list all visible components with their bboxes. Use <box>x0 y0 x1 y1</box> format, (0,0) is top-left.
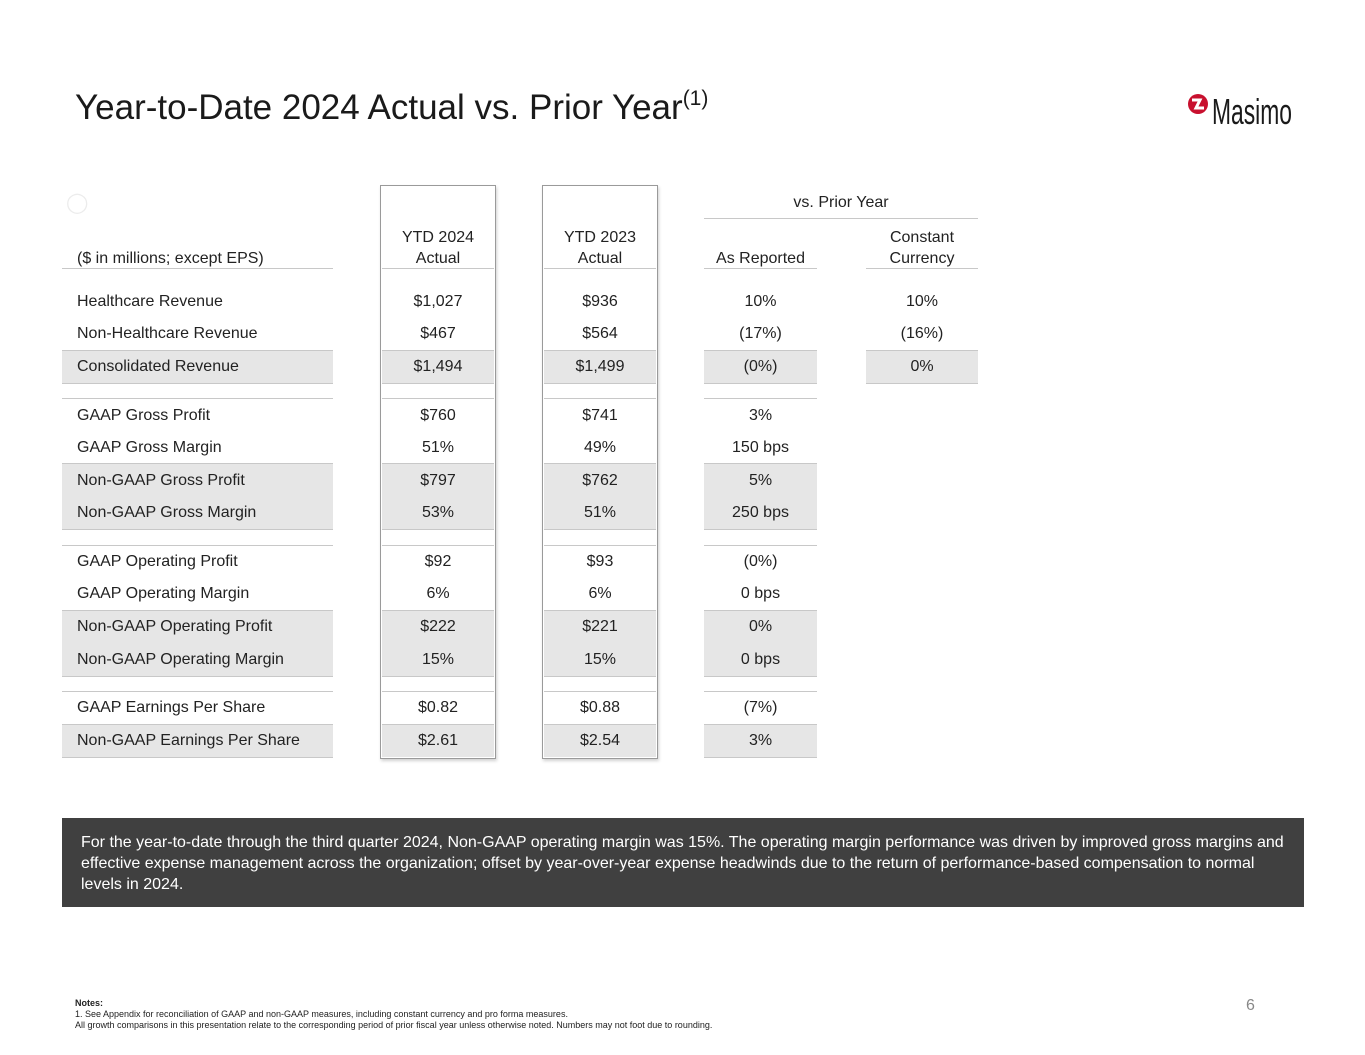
cell-as-reported: 3% <box>748 732 773 749</box>
rule <box>62 350 333 351</box>
units-label: ($ in millions; except EPS) <box>77 250 264 267</box>
rule <box>704 350 817 351</box>
cell-ytd2024: 6% <box>426 585 450 602</box>
summary-callout-text: For the year-to-date through the third quarter 2024, Non-GAAP operating margin was 15%. The operating margin performance was driven by improved gross margins and effective expense management across the organization; offset by year-over-year expense headwinds due to the return of performance-based compensation to normal levels in 2024. <box>81 834 1284 893</box>
rule <box>62 691 333 692</box>
cell-as-reported: 3% <box>748 407 773 424</box>
col2-header-line2: Actual <box>577 250 623 267</box>
row-label: Non-GAAP Operating Profit <box>77 618 273 635</box>
cell-as-reported: (0%) <box>743 553 778 570</box>
row-label: GAAP Earnings Per Share <box>77 699 266 716</box>
cell-as-reported: 0% <box>748 618 773 635</box>
cell-ytd2023: $936 <box>582 293 618 310</box>
rule <box>704 383 817 384</box>
row-label: Healthcare Revenue <box>77 293 223 310</box>
rule <box>62 757 333 758</box>
group-header-rule <box>704 218 978 219</box>
rule <box>62 383 333 384</box>
col1-header-line2: Actual <box>415 250 461 267</box>
cell-ytd2024: $92 <box>424 553 452 570</box>
rule <box>62 724 333 725</box>
masimo-logo <box>1187 80 1293 132</box>
row-label: Non-GAAP Gross Profit <box>77 472 245 489</box>
rule <box>704 545 817 546</box>
rule <box>704 676 817 677</box>
rule <box>866 383 978 384</box>
rule <box>704 757 817 758</box>
rule <box>704 724 817 725</box>
rule <box>704 691 817 692</box>
cell-as-reported: 250 bps <box>732 504 789 521</box>
watermark-tag-icon: ◯ <box>66 192 89 214</box>
rule <box>704 529 817 530</box>
note-line-2: All growth comparisons in this presentation relate to the corresponding period of prior fiscal year unless otherwise noted. Numbers may not foot due to rounding. <box>75 1020 713 1030</box>
page-number: 6 <box>1246 997 1255 1014</box>
group-header-vs-prior-year: vs. Prior Year <box>793 194 889 211</box>
cell-ytd2023: 15% <box>583 651 617 668</box>
cell-as-reported: (7%) <box>743 699 778 716</box>
cell-ytd2023: $1,499 <box>575 358 625 375</box>
rule <box>866 350 978 351</box>
row-label: Non-GAAP Gross Margin <box>77 504 257 521</box>
cell-ytd2023: $0.88 <box>579 699 621 716</box>
col1-header-line1: YTD 2024 <box>401 229 475 246</box>
row-label: Non-Healthcare Revenue <box>77 325 258 342</box>
cell-ytd2023: $762 <box>582 472 618 489</box>
row-label: Non-GAAP Operating Margin <box>77 651 284 668</box>
rule <box>62 463 333 464</box>
row-label: GAAP Gross Profit <box>77 407 211 424</box>
cell-ytd2023: 6% <box>588 585 612 602</box>
cell-as-reported: 5% <box>748 472 773 489</box>
rule <box>704 610 817 611</box>
cell-ytd2023: $93 <box>586 553 614 570</box>
cell-ytd2024: 53% <box>421 504 455 521</box>
row-label: GAAP Operating Profit <box>77 553 238 570</box>
cell-ytd2024: $222 <box>420 618 456 635</box>
summary-callout <box>62 818 1304 907</box>
rule <box>62 610 333 611</box>
row-label: GAAP Gross Margin <box>77 439 222 456</box>
page-title: Year-to-Date 2024 Actual vs. Prior Year$^{(1)}$ <box>75 87 709 127</box>
row-label: GAAP Operating Margin <box>77 585 250 602</box>
rule <box>704 463 817 464</box>
cell-ytd2024: $2.61 <box>417 732 459 749</box>
cell-as-reported: 150 bps <box>732 439 789 456</box>
cell-as-reported: 0 bps <box>740 585 781 602</box>
rule <box>704 398 817 399</box>
cell-constant-currency: 0% <box>910 358 934 375</box>
cell-ytd2023: $564 <box>582 325 618 342</box>
footnotes <box>75 998 712 1031</box>
rule <box>62 398 333 399</box>
row-label: Consolidated Revenue <box>77 358 239 375</box>
cell-as-reported: (0%) <box>743 358 778 375</box>
col2-header-line1: YTD 2023 <box>563 229 637 246</box>
col4-header-line2: Currency <box>889 250 955 267</box>
cell-ytd2023: $741 <box>582 407 618 424</box>
title-footnote-marker: (1) <box>682 87 709 110</box>
cell-constant-currency: 10% <box>905 293 939 310</box>
cell-as-reported: 0 bps <box>740 651 781 668</box>
rule <box>62 545 333 546</box>
notes-heading: Notes: <box>75 998 104 1008</box>
cell-ytd2024: $467 <box>420 325 456 342</box>
col4-header-line1: Constant <box>889 229 955 246</box>
cell-ytd2024: $0.82 <box>417 699 459 716</box>
row-label: Non-GAAP Earnings Per Share <box>77 732 300 749</box>
col3-header-line2: As Reported <box>716 250 805 267</box>
cell-ytd2023: $221 <box>582 618 618 635</box>
cell-ytd2024: 51% <box>421 439 455 456</box>
cell-as-reported: (17%) <box>739 325 782 342</box>
rule <box>62 529 333 530</box>
cell-ytd2023: 49% <box>583 439 617 456</box>
cell-ytd2023: 51% <box>583 504 617 521</box>
note-line-1: 1. See Appendix for reconciliation of GAAP and non-GAAP measures, including constant currency and pro forma measures. <box>75 1009 568 1019</box>
cell-ytd2024: $1,027 <box>413 293 463 310</box>
cell-as-reported: 10% <box>744 293 777 310</box>
cell-constant-currency: (16%) <box>900 325 944 342</box>
cell-ytd2024: $797 <box>420 472 456 489</box>
cell-ytd2024: $760 <box>420 407 456 424</box>
cell-ytd2023: $2.54 <box>579 732 621 749</box>
svg-text:Masimo: Masimo <box>1212 91 1292 132</box>
cell-ytd2024: 15% <box>421 651 455 668</box>
cell-ytd2024: $1,494 <box>413 358 463 375</box>
rule <box>62 676 333 677</box>
